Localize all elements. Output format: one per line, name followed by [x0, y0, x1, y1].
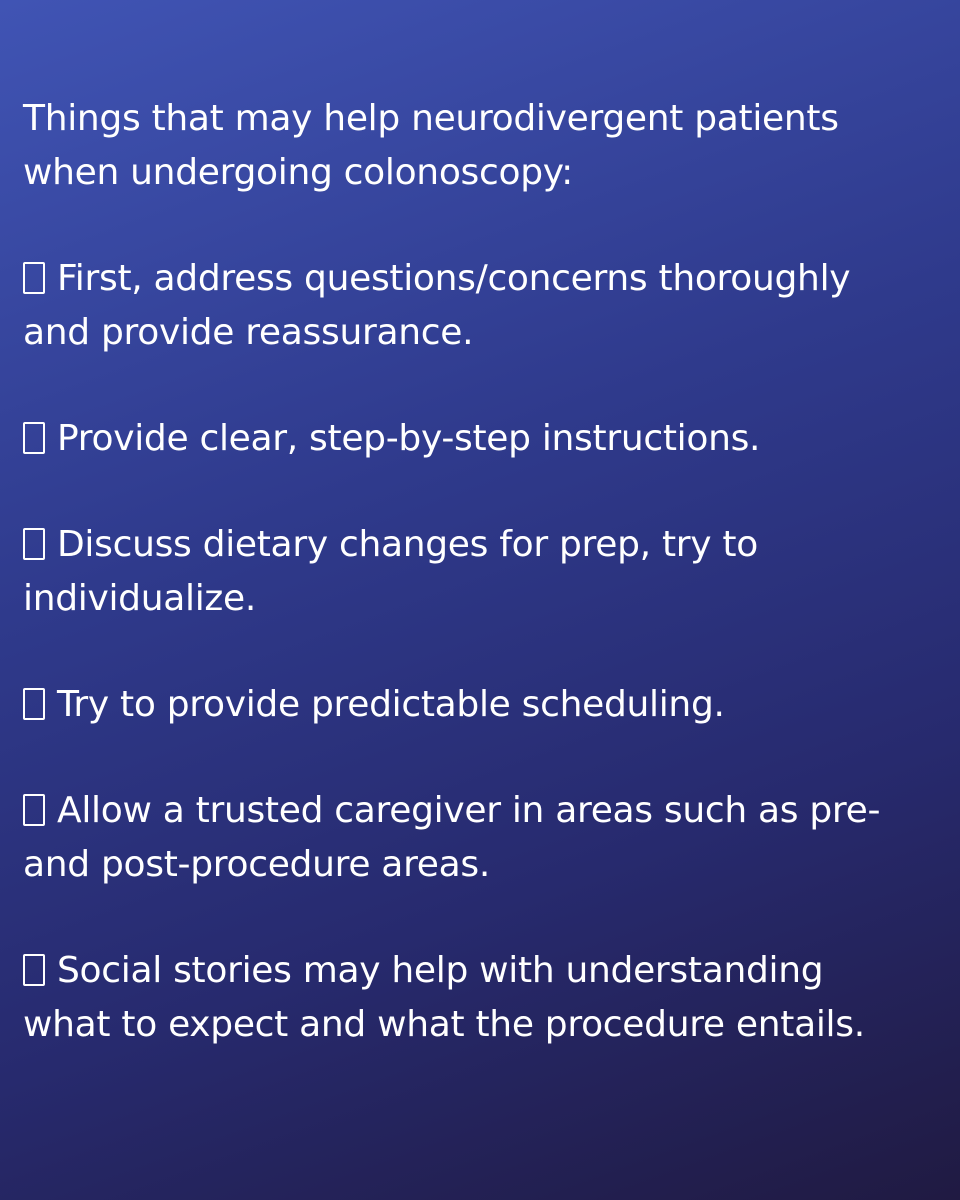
tip-item — [23, 252, 900, 360]
tip-text: Try to provide predictable scheduling. — [57, 684, 725, 725]
tip-item — [23, 518, 900, 626]
tip-text: Discuss dietary changes for prep, try to individualize. — [23, 524, 758, 619]
missing-glyph-icon — [23, 528, 45, 560]
missing-glyph-icon — [23, 422, 45, 454]
missing-glyph-icon — [23, 262, 45, 294]
tip-item — [23, 784, 900, 892]
tip-text: First, address questions/concerns thoroughly and provide reassurance. — [23, 258, 851, 353]
missing-glyph-icon — [23, 954, 45, 986]
tip-item — [23, 944, 900, 1052]
tip-text: Social stories may help with understanding what to expect and what the procedure entails. — [23, 950, 865, 1045]
tip-item — [23, 678, 900, 732]
missing-glyph-icon — [23, 794, 45, 826]
missing-glyph-icon — [23, 688, 45, 720]
tip-text: Provide clear, step-by-step instructions. — [57, 418, 761, 459]
tip-text: Allow a trusted caregiver in areas such as pre- and post-procedure areas. — [23, 790, 881, 885]
tips-list — [23, 252, 900, 1052]
tip-item — [23, 412, 900, 466]
intro-text: Things that may help neurodivergent patients when undergoing colonoscopy: — [23, 98, 839, 193]
